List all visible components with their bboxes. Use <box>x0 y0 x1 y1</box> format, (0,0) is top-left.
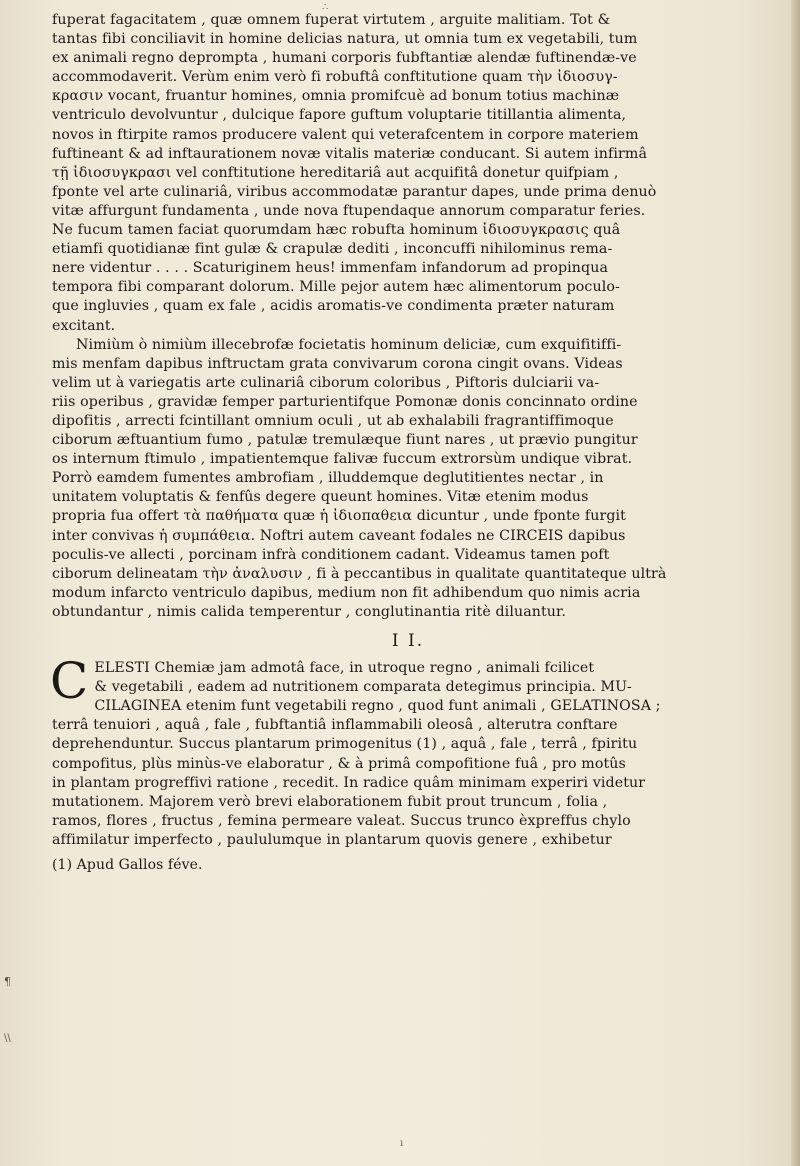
paragraph-3 <box>50 652 764 850</box>
text-line: ELESTI Chemiæ jam admotâ face, in utroque regno , animali fcilicet <box>94 660 595 677</box>
text-line: κρασιν vocant, fruantur homines, omnia promifcuè ad bonum totius machinæ <box>52 88 620 105</box>
footnote: (1) Apud Gallos féve. <box>52 857 203 874</box>
text-line: os internum ftimulo , impatientemque falivæ fuccum extrorsùm undique vibrat. <box>52 451 633 468</box>
section-number: I I. <box>391 631 425 651</box>
margin-mark: ¶ <box>4 975 11 988</box>
text-line: poculis-ve allecti , porcinam infrà conditionem cadant. Videamus tamen poft <box>52 546 610 563</box>
text-line: ventriculo devolvuntur , dulcique fapore guftum voluptarie titillantia alimenta, <box>52 107 627 124</box>
text-line: excitant. <box>52 317 116 334</box>
text-line: mutationem. Majorem verò brevi elaborationem fubit prout truncum , folia , <box>52 793 608 810</box>
text-line: fuperat fagacitatem , quæ omnem fuperat virtutem , arguite malitiam. Tot & <box>52 12 611 28</box>
text-line: ex animali regno deprompta , humani corporis fubftantiæ alendæ fuftinendæ-ve <box>52 50 637 67</box>
text-line: propria fua offert τὰ παθήματα quæ ἡ ἰδιοπαθεια dicuntur , unde fponte furgit <box>52 508 626 525</box>
text-line: etiamfi quotidianæ fint gulæ & crapulæ dediti , inconcuffi nihilominus rema- <box>52 241 613 258</box>
text-line: fponte vel arte culinariâ, viribus accommodatæ parantur dapes, unde prima denuò <box>52 183 657 200</box>
text-line: nere videntur . . . . Scaturiginem heus! immenfam infandorum ad propinqua <box>52 260 609 277</box>
top-marker: ∴ <box>322 2 329 13</box>
text-line: CILAGINEA etenim funt vegetabili regno , quod funt animali , GELATINOSA ; <box>94 698 661 715</box>
text-line: novos in ftirpite ramos producere valent qui veterafcentem in corpore materiem <box>52 126 639 143</box>
paragraph-2 <box>52 336 764 622</box>
text-line: deprehenduntur. Succus plantarum primogenitus (1) , aquâ , fale , terrâ , fpiritu <box>52 736 638 753</box>
drop-cap: C <box>50 652 89 711</box>
text-line: Porrò eamdem fumentes ambrofiam , illuddemque deglutitientes nectar , in <box>52 470 604 487</box>
text-line: affimilatur imperfecto , paululumque in plantarum quovis genere , exhibetur <box>52 831 612 848</box>
text-line: dipofitis , arrecti fcintillant omnium oculi , ut ab exhalabili fragrantiffimoque <box>52 412 614 429</box>
text-line: ciborum æftuantium fumo , patulæ tremulæque fiunt nares , ut prævio pungitur <box>52 432 638 449</box>
text-column <box>52 11 764 875</box>
text-line: accommodaverit. Verùm enim verò fi robuftâ conftitutione quam τὴν ἰδιοσυγ- <box>52 69 618 86</box>
paragraph-1 <box>52 11 764 336</box>
text-line: inter convivas ἡ συμπάθεια. Noftri autem caveant fodales ne CIRCEIS dapibus <box>52 527 626 544</box>
text-line: compofitus, plùs minùs-ve elaboratur , & à primâ compofitione fuâ , pro motûs <box>52 755 626 772</box>
text-line: velim ut à variegatis arte culinariâ ciborum coloribus , Piftoris dulciarii va- <box>52 374 600 391</box>
text-line: in plantam progreffivi ratione , recedit. In radice quâm minimam experiri videtur <box>52 774 646 791</box>
text-line: mis menfam dapibus inftructam grata convivarum corona cingit ovans. Videas <box>52 355 623 372</box>
text-line: tantas fibi conciliavit in homine delicias natura, ut omnia tum ex vegetabili, tum <box>52 31 638 48</box>
text-line: ciborum delineatam τὴν ἀναλυσιν , fi à peccantibus in qualitate quantitateque ultrà <box>52 565 667 582</box>
text-line: que ingluvies , quam ex fale , acidis aromatis-ve condimenta præter naturam <box>52 298 615 315</box>
text-line: Ne fucum tamen faciat quorumdam hæc robufta hominum ἰδιοσυγκρασις quâ <box>52 222 621 239</box>
text-line: riis operibus , gravidæ femper parturientifque Pomonæ donis concinnato ordine <box>52 393 638 410</box>
text-line: τῇ ἰδιοσυγκρασι vel conftitutione hereditariâ aut acquifitâ donetur quifpiam , <box>52 164 619 181</box>
page-edge <box>791 0 800 1166</box>
text-line: terrâ tenuiori , aquâ , fale , fubftantiâ inflammabili oleosâ , alterutra conftare <box>52 717 618 734</box>
text-line: fuftineant & ad inftaurationem novæ vitalis materiæ conducant. Si autem infirmâ <box>52 145 648 162</box>
text-line: & vegetabili , eadem ad nutritionem comparata detegimus principia. MU- <box>94 679 632 696</box>
text-line: modum infarcto ventriculo dapibus, medium non fit adhibendum quo nimis acria <box>52 584 641 601</box>
text-line: vitæ affurgunt fundamenta , unde nova ftupendaque annorum comparatur feries. <box>52 202 646 219</box>
margin-mark-2: \\ <box>4 1033 11 1044</box>
text-line: Nimiùm ò nimiùm illecebrofæ focietatis hominum deliciæ, cum exquifitiffi- <box>76 336 622 353</box>
text-line: obtundantur , nimis calida temperentur , conglutinantia ritè diluantur. <box>52 603 566 620</box>
page-foot-mark: ı <box>400 1138 404 1149</box>
text-line: unitatem voluptatis & fenfûs degere queunt homines. Vitæ etenim modus <box>52 489 589 506</box>
text-line: ramos, flores , fructus , femina permeare valeat. Succus trunco èxpreffus chylo <box>52 812 631 829</box>
text-line: tempora fibi comparant dolorum. Mille pejor autem hæc alimentorum poculo- <box>52 279 620 296</box>
